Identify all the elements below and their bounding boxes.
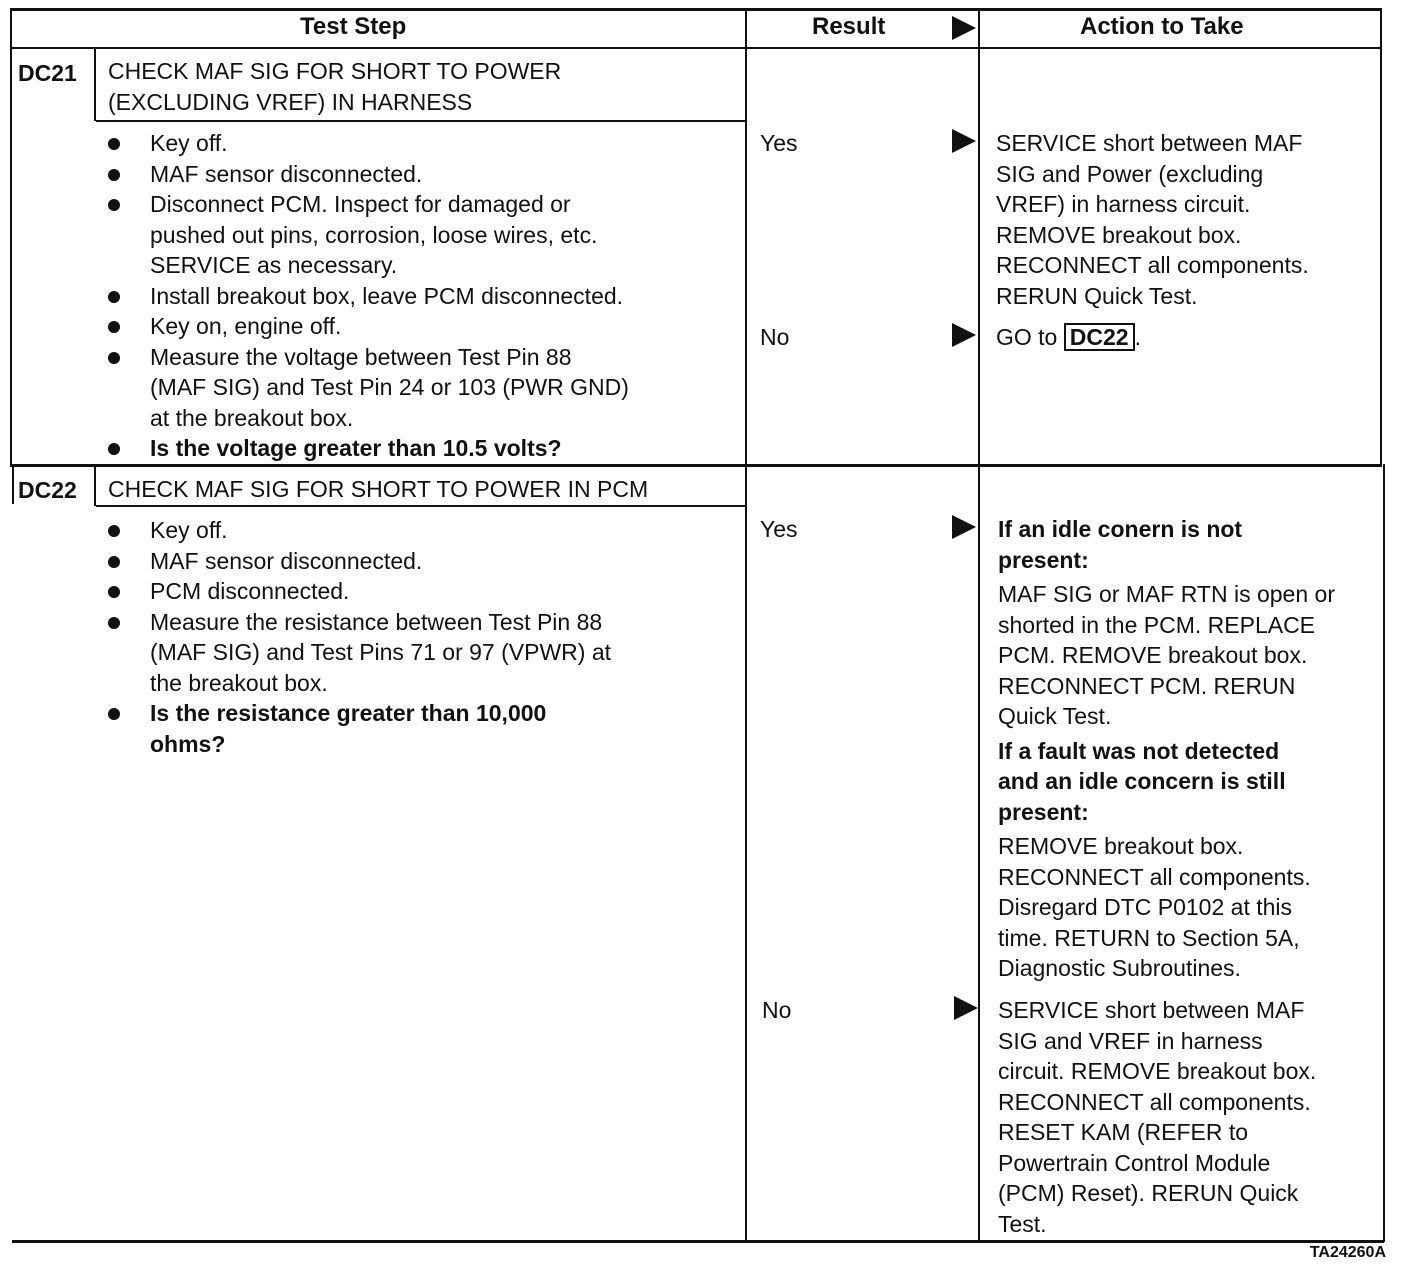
action-line: SIG and VREF in harness: [998, 1027, 1263, 1054]
dc22-procedure-list: [108, 515, 738, 759]
list-item-text: (MAF SIG) and Test Pins 71 or 97 (VPWR) at: [150, 639, 611, 665]
dc21-no-arrow-icon: [952, 323, 976, 347]
header-test-step: Test Step: [300, 13, 407, 40]
bullet-icon: [108, 617, 120, 629]
action-line: Test.: [998, 1210, 1047, 1237]
table-top-border: [10, 8, 1382, 11]
list-item-question: [108, 433, 738, 464]
list-item-text: MAF sensor disconnected.: [150, 547, 423, 574]
action-line: RECONNECT all components.: [996, 252, 1309, 278]
list-item: [108, 515, 738, 546]
list-item-text: PCM disconnected.: [150, 578, 350, 604]
dc22-id-divider: [94, 464, 96, 506]
question-text: ohms?: [150, 730, 226, 757]
dc21-id: DC21: [18, 60, 77, 86]
list-item: [108, 546, 738, 577]
list-item-text: the breakout box.: [150, 669, 328, 696]
action-line: Quick Test.: [998, 703, 1112, 729]
action-text: [998, 831, 1382, 984]
bullet-icon: [108, 321, 120, 333]
dc22-no-arrow-icon: [954, 996, 978, 1020]
bullet-icon: [108, 586, 120, 598]
dc21-action-yes: [996, 128, 1380, 311]
action-line: REMOVE breakout box.: [998, 833, 1244, 859]
bullet-icon: [108, 199, 120, 211]
dc22-result-no: No: [762, 997, 792, 1023]
action-line: Diagnostic Subroutines.: [998, 955, 1241, 981]
action-heading-line: If a fault was not detected: [998, 737, 1280, 764]
action-line: PCM. REMOVE breakout box.: [998, 642, 1308, 668]
action-line: RESET KAM (REFER to: [998, 1119, 1249, 1145]
result-column-divider: [745, 8, 747, 1242]
dc21-result-no: No: [760, 324, 790, 350]
action-line: circuit. REMOVE breakout box.: [998, 1058, 1317, 1084]
list-item: [108, 159, 738, 190]
list-item-text: at the breakout box.: [150, 404, 354, 431]
list-item: [108, 281, 738, 312]
action-line: RERUN Quick Test.: [996, 282, 1198, 309]
header-bottom-border: [10, 47, 1382, 49]
dc21-title-line: CHECK MAF SIG FOR SHORT TO POWER: [108, 58, 562, 84]
list-item-question: [108, 698, 738, 759]
dc22-result-yes: Yes: [760, 516, 798, 542]
dc22-action-no: [998, 995, 1382, 1239]
list-item: [108, 128, 738, 159]
action-line: SIG and Power (excluding: [996, 160, 1264, 187]
list-item-text: Measure the resistance between Test Pin 88: [150, 608, 603, 635]
table-left-border: [10, 8, 12, 466]
list-item: [108, 342, 738, 434]
action-line: SERVICE short between MAF: [996, 130, 1303, 156]
table-bottom-border: [12, 1240, 1384, 1243]
action-heading: [998, 514, 1382, 575]
action-line: RECONNECT all components.: [998, 863, 1311, 890]
dc21-yes-arrow-icon: [952, 129, 976, 153]
action-line: time. RETURN to Section 5A,: [998, 924, 1300, 951]
dc22-action-yes: [998, 514, 1382, 984]
dc21-action-no: [996, 322, 1380, 353]
list-item-text: Disconnect PCM. Inspect for damaged or: [150, 191, 571, 217]
bullet-icon: [108, 556, 120, 568]
dc22-title: [108, 474, 648, 505]
bullet-icon: [108, 169, 120, 181]
list-item-text: Key off.: [150, 130, 228, 156]
list-item: [108, 311, 738, 342]
bullet-icon: [108, 443, 120, 455]
dc22-title-underline: [96, 505, 746, 507]
action-heading: [998, 736, 1382, 828]
action-line: RECONNECT PCM. RERUN: [998, 672, 1296, 699]
action-line: VREF) in harness circuit.: [996, 191, 1251, 217]
bullet-icon: [108, 291, 120, 303]
action-line: (PCM) Reset). RERUN Quick: [998, 1180, 1299, 1206]
list-item-text: (MAF SIG) and Test Pin 24 or 103 (PWR GND): [150, 374, 629, 400]
dc22-id: DC22: [18, 477, 77, 503]
action-heading-line: and an idle concern is still: [998, 768, 1286, 794]
bullet-icon: [108, 352, 120, 364]
list-item-text: Install breakout box, leave PCM disconnected.: [150, 282, 624, 309]
dc21-title: [108, 56, 561, 117]
table-right-border-lower: [1383, 464, 1385, 1242]
dc22-title-line: CHECK MAF SIG FOR SHORT TO POWER IN PCM: [108, 476, 649, 502]
goto-suffix: .: [1134, 324, 1141, 350]
action-line: REMOVE breakout box.: [996, 221, 1242, 248]
header-arrow-icon: [952, 16, 976, 40]
header-action: Action to Take: [1080, 13, 1244, 40]
dc22-yes-arrow-icon: [952, 515, 976, 539]
action-heading-line: If an idle conern is not: [998, 516, 1243, 542]
dc21-title-line: (EXCLUDING VREF) IN HARNESS: [108, 88, 473, 115]
step-divider: [10, 464, 1382, 467]
list-item-text: SERVICE as necessary.: [150, 252, 398, 278]
list-item: [108, 576, 738, 607]
action-line: SERVICE short between MAF: [998, 997, 1305, 1023]
question-text: Is the resistance greater than 10,000: [150, 700, 547, 726]
goto-text: GO to: [996, 324, 1058, 350]
action-line: shorted in the PCM. REPLACE: [998, 611, 1316, 638]
action-heading-line: present:: [998, 546, 1089, 573]
dc21-result-yes: Yes: [760, 130, 798, 156]
list-item-text: MAF sensor disconnected.: [150, 160, 423, 187]
action-line: Powertrain Control Module: [998, 1149, 1271, 1176]
list-item-text: Key on, engine off.: [150, 313, 342, 339]
list-item: [108, 189, 738, 281]
goto-dc22-link[interactable]: DC22: [1064, 323, 1135, 351]
list-item-text: Key off.: [150, 517, 228, 543]
action-line: Disregard DTC P0102 at this: [998, 894, 1293, 920]
dc21-id-divider: [94, 47, 96, 121]
list-item-text: pushed out pins, corrosion, loose wires, etc.: [150, 221, 598, 248]
list-item: [108, 607, 738, 699]
bullet-icon: [108, 525, 120, 537]
action-heading-line: present:: [998, 798, 1089, 825]
dc21-procedure-list: [108, 128, 738, 464]
table-left-border-lower: [12, 464, 14, 504]
figure-id: TA24260A: [1309, 1243, 1386, 1261]
action-line: RECONNECT all components.: [998, 1088, 1311, 1115]
dc21-title-underline: [96, 120, 746, 122]
list-item-text: Measure the voltage between Test Pin 88: [150, 343, 572, 370]
action-text: [998, 579, 1382, 732]
action-line: MAF SIG or MAF RTN is open or: [998, 581, 1335, 607]
bullet-icon: [108, 138, 120, 150]
table-right-border: [1380, 8, 1382, 466]
bullet-icon: [108, 708, 120, 720]
action-column-divider: [978, 8, 980, 1242]
question-text: Is the voltage greater than 10.5 volts?: [150, 435, 562, 461]
header-result: Result: [812, 13, 886, 40]
